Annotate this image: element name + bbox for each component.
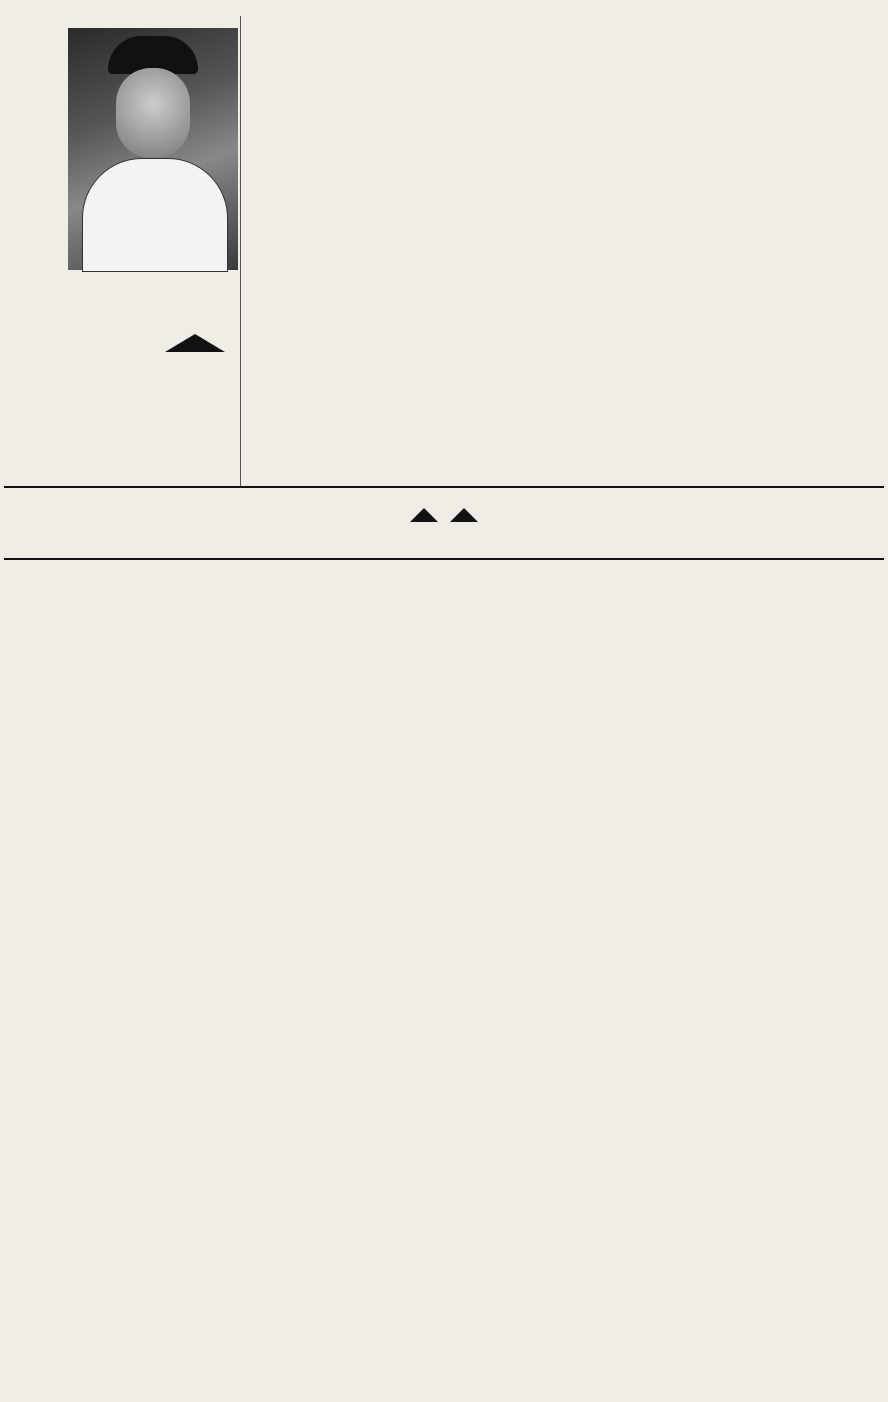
service-guide-columns [4, 560, 884, 1398]
man-photo [68, 28, 238, 270]
house-icon [410, 508, 438, 522]
house-icon [450, 508, 478, 522]
masthead [4, 2, 884, 14]
roof-icon [165, 334, 225, 352]
guide-deadlines-line [4, 536, 884, 550]
brewer-logo [152, 334, 238, 400]
guide-title [4, 488, 884, 536]
brewer-roofing-ad [4, 16, 241, 486]
home-service-guide-banner [4, 486, 884, 560]
brewer-side-column [6, 16, 64, 272]
shirt-shape [82, 158, 228, 272]
face-shape [116, 68, 190, 158]
